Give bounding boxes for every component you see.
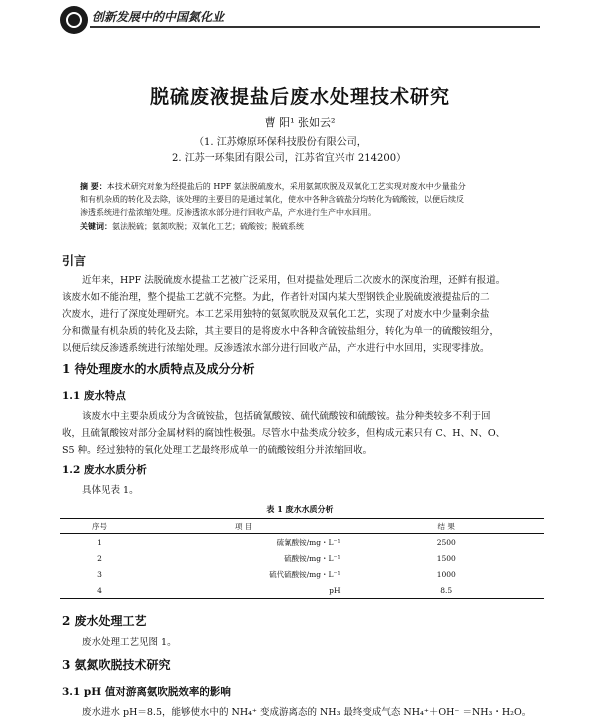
intro-line-4: 分和微量有机杂质的转化及去除，其主要目的是将废水中各种含硫铵盐组分，转化为单一的硫酸铵组分， xyxy=(62,326,500,337)
abstract xyxy=(80,180,520,219)
abstract-line-1: 本技术研究对象为经提盐后的 HPF 氨法脱硫废水，采用氨氮吹脱及双氧化工艺实现对废水中少量盐分 xyxy=(106,182,466,191)
section-1-1-paragraph xyxy=(62,408,542,459)
intro-heading: 引言 xyxy=(62,254,87,268)
intro-paragraph xyxy=(62,272,542,357)
intro-line-2: 该废水如不能治理，整个提盐工艺就不完整。为此，作者针对国内某大型钢铁企业脱硫废液提盐后的二 xyxy=(62,292,490,303)
keywords-text: 氨法脱硫；氨氮吹脱；双氧化工艺；硫酸铵；脱硫系统 xyxy=(112,222,304,231)
abstract-label: 摘 要： xyxy=(80,181,107,191)
col-header-result: 结 果 xyxy=(349,519,545,534)
keywords-label: 关键词： xyxy=(80,221,112,231)
section-3-heading: 3 氨氮吹脱技术研究 xyxy=(62,658,171,672)
intro-line-3: 次废水，进行了深度处理研究。本工艺采用独特的氨氮吹脱及双氧化工艺，实现了对废水中少量剩余盐 xyxy=(62,309,490,320)
table-row xyxy=(60,534,544,551)
table-row xyxy=(60,566,544,582)
cell-result: 2500 xyxy=(436,537,456,547)
col-header-item: 项 目 xyxy=(139,519,349,534)
cell-item: pH xyxy=(139,582,349,599)
table-header-row xyxy=(60,519,544,534)
affiliation-1: （1. 江苏燎原环保科技股份有限公司， xyxy=(194,137,367,148)
cell-no: 3 xyxy=(97,569,102,579)
section-2-heading: 2 废水处理工艺 xyxy=(62,614,147,628)
cell-item: 硫代硫酸铵/mg・L⁻¹ xyxy=(269,569,341,579)
journal-logo-icon xyxy=(60,6,88,34)
cell-item: 硫氰酸铵/mg・L⁻¹ xyxy=(276,537,341,547)
cell-result: 8.5 xyxy=(349,582,545,599)
header-rule xyxy=(90,26,540,28)
cell-no: 4 xyxy=(60,582,139,599)
s11-line-3: S5 种。经过独特的氧化处理工艺最终形成单一的硫酸铵组分并浓缩回收。 xyxy=(62,445,373,456)
s11-line-2: 收，且硫氰酸铵对部分金属材料的腐蚀性极强。尽管水中盐类成分较多，但构成元素只有 C、H、N、O、 xyxy=(62,428,506,439)
page-header xyxy=(0,0,600,30)
paper-title: 脱硫废液提盐后废水处理技术研究 xyxy=(149,86,450,108)
logo-ring xyxy=(66,12,82,28)
cell-no: 1 xyxy=(97,537,102,547)
cell-result: 1000 xyxy=(436,569,456,579)
table-row xyxy=(60,550,544,566)
abstract-line-2: 和有机杂质的转化及去除，该处理的主要目的是通过氧化，使水中各种含硫盐分均转化为硫酸铵，以便后续反 xyxy=(80,195,464,204)
section-1-2-heading: 1.2 废水水质分析 xyxy=(62,464,147,476)
section-2-text: 废水处理工艺见图 1。 xyxy=(82,637,177,648)
cell-result: 1500 xyxy=(436,553,456,563)
section-1-1-heading: 1.1 废水特点 xyxy=(62,390,126,402)
section-3-1-text: 废水进水 pH＝8.5，能够使水中的 NH₄⁺ 变成游离态的 NH₃ 最终变成气态 NH₄⁺＋OH⁻ ＝NH₃・H₂O。 xyxy=(82,707,532,718)
abstract-line-3: 渗透系统进行盐浓缩处理。反渗透浓水部分进行回收产品，产水进行生产中水回用。 xyxy=(80,208,376,217)
section-1-2-text: 具体见表 1。 xyxy=(82,485,139,496)
table-row xyxy=(60,582,544,599)
journal-name: 创新发展中的中国氮化业 xyxy=(92,10,225,24)
cell-item: 硫酸铵/mg・L⁻¹ xyxy=(284,553,341,563)
cell-no: 2 xyxy=(97,553,102,563)
keywords xyxy=(80,220,520,233)
section-1-heading: 1 待处理废水的水质特点及成分分析 xyxy=(62,362,255,376)
affiliation-2: 2. 江苏一环集团有限公司，江苏省宜兴市 214200） xyxy=(172,153,407,164)
intro-line-5: 以便后续反渗透系统进行浓缩处理。反渗透浓水部分进行回收产品，产水进行中水回用，实现零排放。 xyxy=(62,343,490,354)
table-caption: 表 1 废水水质分析 xyxy=(266,504,334,514)
water-quality-table xyxy=(60,518,544,599)
section-3-1-heading: 3.1 pH 值对游离氨吹脱效率的影响 xyxy=(62,686,231,698)
intro-line-1: 近年来，HPF 法脱硫废水提盐工艺被广泛采用，但对提盐处理后二次废水的深度治理，还鲜有报道。 xyxy=(82,275,506,286)
s11-line-1: 该废水中主要杂质成分为含硫铵盐，包括硫氰酸铵、硫代硫酸铵和硫酸铵。盐分种类较多不利于回 xyxy=(82,411,491,422)
col-header-no: 序号 xyxy=(60,519,139,534)
paper-authors: 曹 阳¹ 张如云² xyxy=(264,116,336,129)
